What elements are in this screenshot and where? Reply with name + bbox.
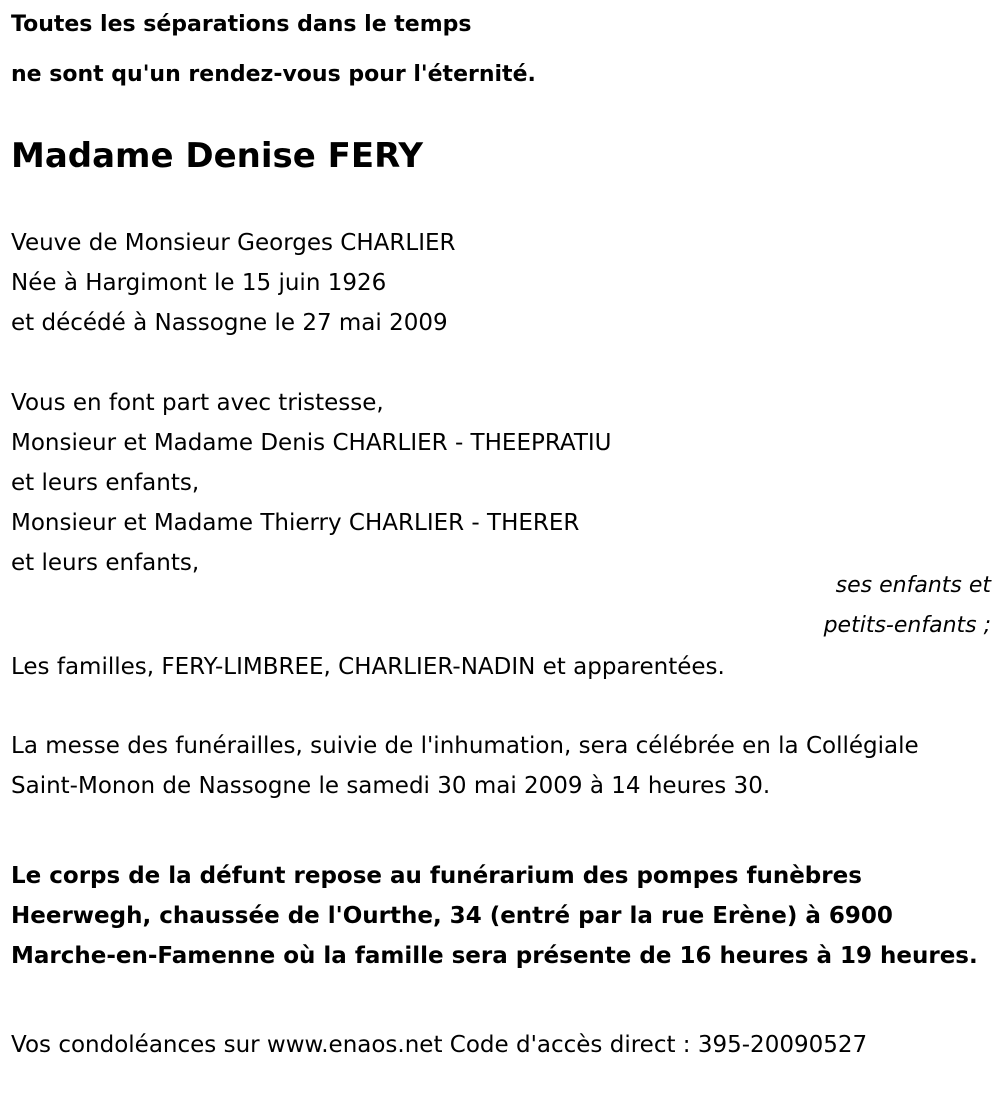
announcement-intro: Vous en font part avec tristesse, (11, 390, 384, 416)
motto-line-1: Toutes les séparations dans le temps (11, 12, 472, 37)
side-note-line-1: ses enfants et (835, 573, 991, 598)
death-line: et décédé à Nassogne le 27 mai 2009 (11, 310, 448, 336)
family-1-children: et leurs enfants, (11, 470, 200, 496)
announcement (11, 383, 612, 583)
families-line: Les familles, FERY-LIMBREE, CHARLIER-NADIN et apparentées. (11, 654, 725, 680)
birth-line: Née à Hargimont le 15 juin 1926 (11, 270, 387, 296)
motto-line-2: ne sont qu'un rendez-vous pour l'éternité. (11, 62, 536, 87)
family-2-children: et leurs enfants, (11, 550, 200, 576)
side-note-line-2: petits-enfants ; (823, 613, 991, 638)
widow-of-line: Veuve de Monsieur Georges CHARLIER (11, 230, 456, 256)
visitation-paragraph: Le corps de la défunt repose au funérarium des pompes funèbres Heerwegh, chaussée de l'Ourthe, 34 (entré par la rue Erène) à 6900 Marche-en-Famenne où la famille sera présente de 16 heures à 19 heures. (11, 863, 978, 969)
family-2: Monsieur et Madame Thierry CHARLIER - THERER (11, 510, 580, 536)
ceremony-paragraph: La messe des funérailles, suivie de l'inhumation, sera célébrée en la Collégiale Saint-Monon de Nassogne le samedi 30 mai 2009 à 14 heures 30. (11, 733, 919, 799)
family-1: Monsieur et Madame Denis CHARLIER - THEEPRATIU (11, 430, 612, 456)
condolences-paragraph: Vos condoléances sur www.enaos.net Code d'accès direct : 395-20090527 (11, 1032, 868, 1058)
extended-families (11, 647, 725, 687)
vital-info (11, 223, 456, 343)
deceased-name: Madame Denise FERY (11, 136, 424, 176)
